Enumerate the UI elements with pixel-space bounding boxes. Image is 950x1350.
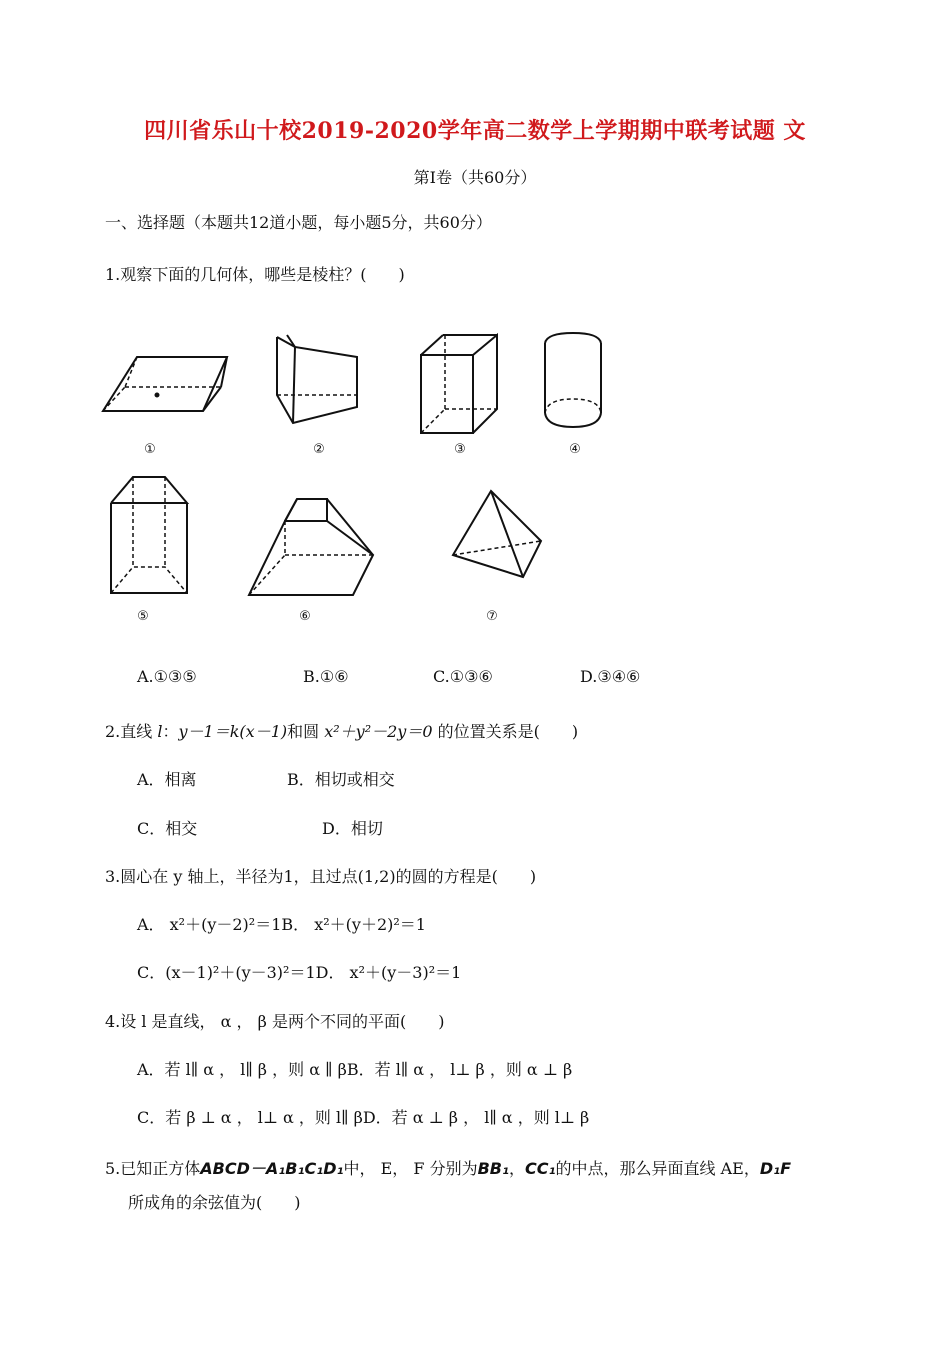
q5-prefix: 5.已知正方体 — [105, 1159, 201, 1178]
figure-cuboid — [421, 335, 497, 433]
q2-circle-equation: x²＋y²－2y＝0 — [324, 722, 433, 741]
figure-label: ① — [144, 442, 156, 457]
q2-stem — [105, 719, 578, 742]
page-title: 四川省乐山十校2019-2020学年高二数学上学期期中联考试题 文 — [144, 118, 806, 144]
figure-hexagonal-prism — [111, 477, 187, 593]
q2-option-a: A．相离 — [137, 770, 197, 789]
q2-prefix: 2.直线 — [105, 722, 153, 741]
q1-option-a: A.①③⑤ — [137, 667, 197, 686]
q2-colon: ： — [162, 722, 179, 741]
q4-stem: 4.设 l 是直线， α ， β 是两个不同的平面( ) — [105, 1012, 445, 1031]
q3-stem: 3.圆心在 y 轴上，半径为1，且过点(1,2)的圆的方程是( ) — [105, 867, 537, 886]
q5-comma: ， — [508, 1159, 525, 1178]
figure-frustum — [249, 499, 373, 595]
q5-stem — [105, 1156, 791, 1179]
q2-line-name: l — [157, 722, 163, 741]
figure-label: ⑦ — [486, 609, 498, 624]
q5-d1f: D₁F — [759, 1159, 792, 1178]
q1-stem: 1.观察下面的几何体，哪些是棱柱？( ) — [105, 265, 405, 284]
q2-option-c: C．相交 — [137, 819, 198, 838]
q2-mid: 和圆 — [287, 722, 320, 741]
q2-suffix: 的位置关系是( ) — [437, 722, 579, 741]
q1-option-d: D.③④⑥ — [580, 667, 641, 686]
q3-options-ab: A． x²＋(y－2)²＝1B． x²＋(y＋2)²＝1 — [137, 915, 426, 934]
q5-bb1: BB₁ — [477, 1159, 509, 1178]
q4-options-cd: C．若 β ⊥ α ， l⊥ α ，则 l∥ βD．若 α ⊥ β ， l∥ α ，则 l⊥ β — [137, 1108, 590, 1127]
q5-line2: 所成角的余弦值为( ) — [128, 1193, 301, 1212]
figure-label: ⑤ — [137, 609, 149, 624]
figure-cylinder — [545, 333, 601, 427]
volume-heading: 第Ⅰ卷（共60分） — [413, 168, 537, 187]
figure-label: ⑥ — [299, 609, 311, 624]
figure-label: ③ — [454, 442, 466, 457]
q5-cc1: CC₁ — [525, 1159, 556, 1178]
q4-options-ab: A．若 l∥ α ， l∥ β ，则 α ∥ βB．若 l∥ α ， l⊥ β ，则 α ⊥ β — [137, 1060, 573, 1079]
q2-line-equation: y－1＝k(x－1) — [178, 722, 288, 741]
section-heading: 一、选择题（本题共12道小题，每小题5分，共60分） — [105, 213, 492, 232]
q2-option-b: B．相切或相交 — [287, 770, 395, 789]
figure-label: ② — [313, 442, 325, 457]
q5-mid1: 中， E， F 分别为 — [343, 1159, 478, 1178]
q3-options-cd: C．(x－1)²＋(y－3)²＝1D． x²＋(y－3)²＝1 — [137, 963, 462, 982]
figure-label: ④ — [569, 442, 581, 457]
q1-option-b: B.①⑥ — [303, 667, 349, 686]
q5-mid2: 的中点，那么异面直线 AE， — [555, 1159, 760, 1178]
q1-figures — [95, 325, 615, 630]
figure-tetrahedron — [453, 491, 541, 577]
figure-pentagonal-prism — [277, 335, 357, 423]
q5-cube: ABCD－A₁B₁C₁D₁ — [200, 1159, 344, 1178]
q1-option-c: C.①③⑥ — [433, 667, 493, 686]
figure-oblique-prism — [103, 357, 227, 411]
q2-option-d: D．相切 — [322, 819, 383, 838]
